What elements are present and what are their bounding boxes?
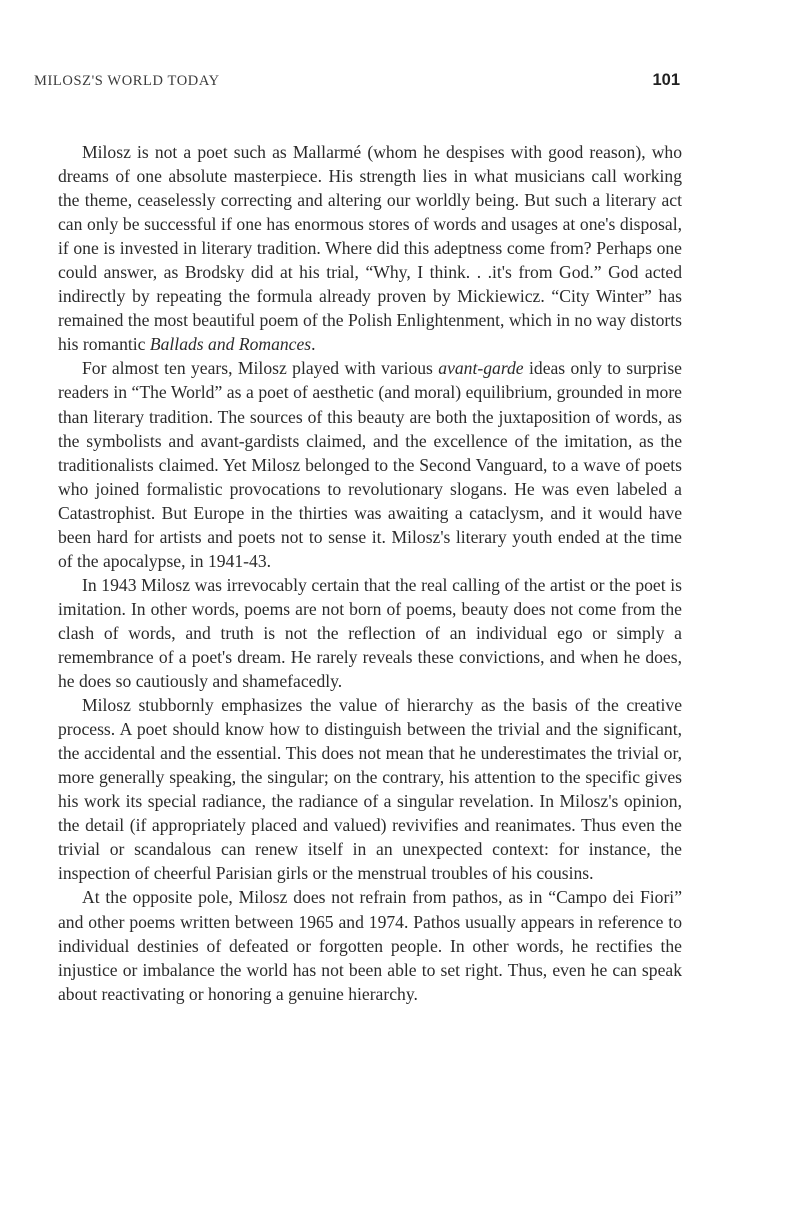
text-run: For almost ten years, Milosz played with various: [82, 358, 439, 379]
text-run: .: [311, 334, 316, 355]
text-run: Milosz is not a poet such as Mallarmé (whom he despises with good reason), who dreams of one absolute masterpiece. His strength lies in what musicians call working the theme, ceaselessly correcting and altering our worldly being. But such a literary act can only be successful if one has enormous stores of words and usages at one's disposal, if one is invested in literary tradition. Where did this adeptness come from? Perhaps one could answer, as Brodsky did at his trial, “Why, I think. . .it's from God.” God acted indirectly by repeating the formula already proven by Mickiewicz. “City Winter” has remained the most beautiful poem of the Polish Enlightenment, which in no way distorts his romantic: [58, 142, 682, 355]
running-title: MILOSZ'S WORLD TODAY: [34, 73, 220, 89]
paragraph-1: [58, 140, 682, 356]
italic-term: avant-garde: [438, 358, 524, 379]
paragraph-2: [58, 356, 682, 572]
paragraph-4: [58, 693, 682, 885]
text-run: ideas only to surprise readers in “The World” as a poet of aesthetic (and moral) equilibrium, grounded in more than literary tradition. The sources of this beauty are both the juxtaposition of words, as the symbolists and avant-gardists claimed, and the excellence of the imitation, as the traditionalists claimed. Yet Milosz belonged to the Second Vanguard, to a wave of poets who joined formalistic provocations to revolutionary slogans. He was even labeled a Catastrophist. But Europe in the thirties was awaiting a cataclysm, and it would have been hard for artists and poets not to sense it. Milosz's literary youth ended at the time of the apocalypse, in 1941-43.: [58, 358, 682, 571]
paragraph-3: [58, 573, 682, 693]
running-head: [34, 73, 680, 97]
text-run: At the opposite pole, Milosz does not refrain from pathos, as in “Campo dei Fiori” and other poems written between 1965 and 1974. Pathos usually appears in reference to individual destinies of defeated or forgotten people. In other words, he rectifies the injustice or imbalance the world has not been able to set right. Thus, even he can speak about reactivating or honoring a genuine hierarchy.: [58, 887, 682, 1004]
paragraph-5: [58, 885, 682, 1005]
text-run: Milosz stubbornly emphasizes the value of hierarchy as the basis of the creative process. A poet should know how to distinguish between the trivial and the significant, the accidental and the essential. This does not mean that he underestimates the trivial or, more generally speaking, the singular; on the contrary, his attention to the specific gives his work its special radiance, the radiance of a singular revelation. In Milosz's opinion, the detail (if appropriately placed and valued) revivifies and reanimates. Thus even the trivial or scandalous can renew itself in an unexpected context: for instance, the inspection of cheerful Parisian girls or the menstrual troubles of his cousins.: [58, 695, 682, 884]
italic-title: Ballads and Romances: [149, 334, 312, 355]
body-text: [58, 140, 682, 1006]
page-number: 101: [652, 71, 680, 89]
text-run: In 1943 Milosz was irrevocably certain that the real calling of the artist or the poet is imitation. In other words, poems are not born of poems, beauty does not come from the clash of words, and truth is not the reflection of an individual ego or simply a remembrance of a poet's dream. He rarely reveals these convictions, and when he does, he does so cautiously and shamefacedly.: [58, 574, 682, 692]
